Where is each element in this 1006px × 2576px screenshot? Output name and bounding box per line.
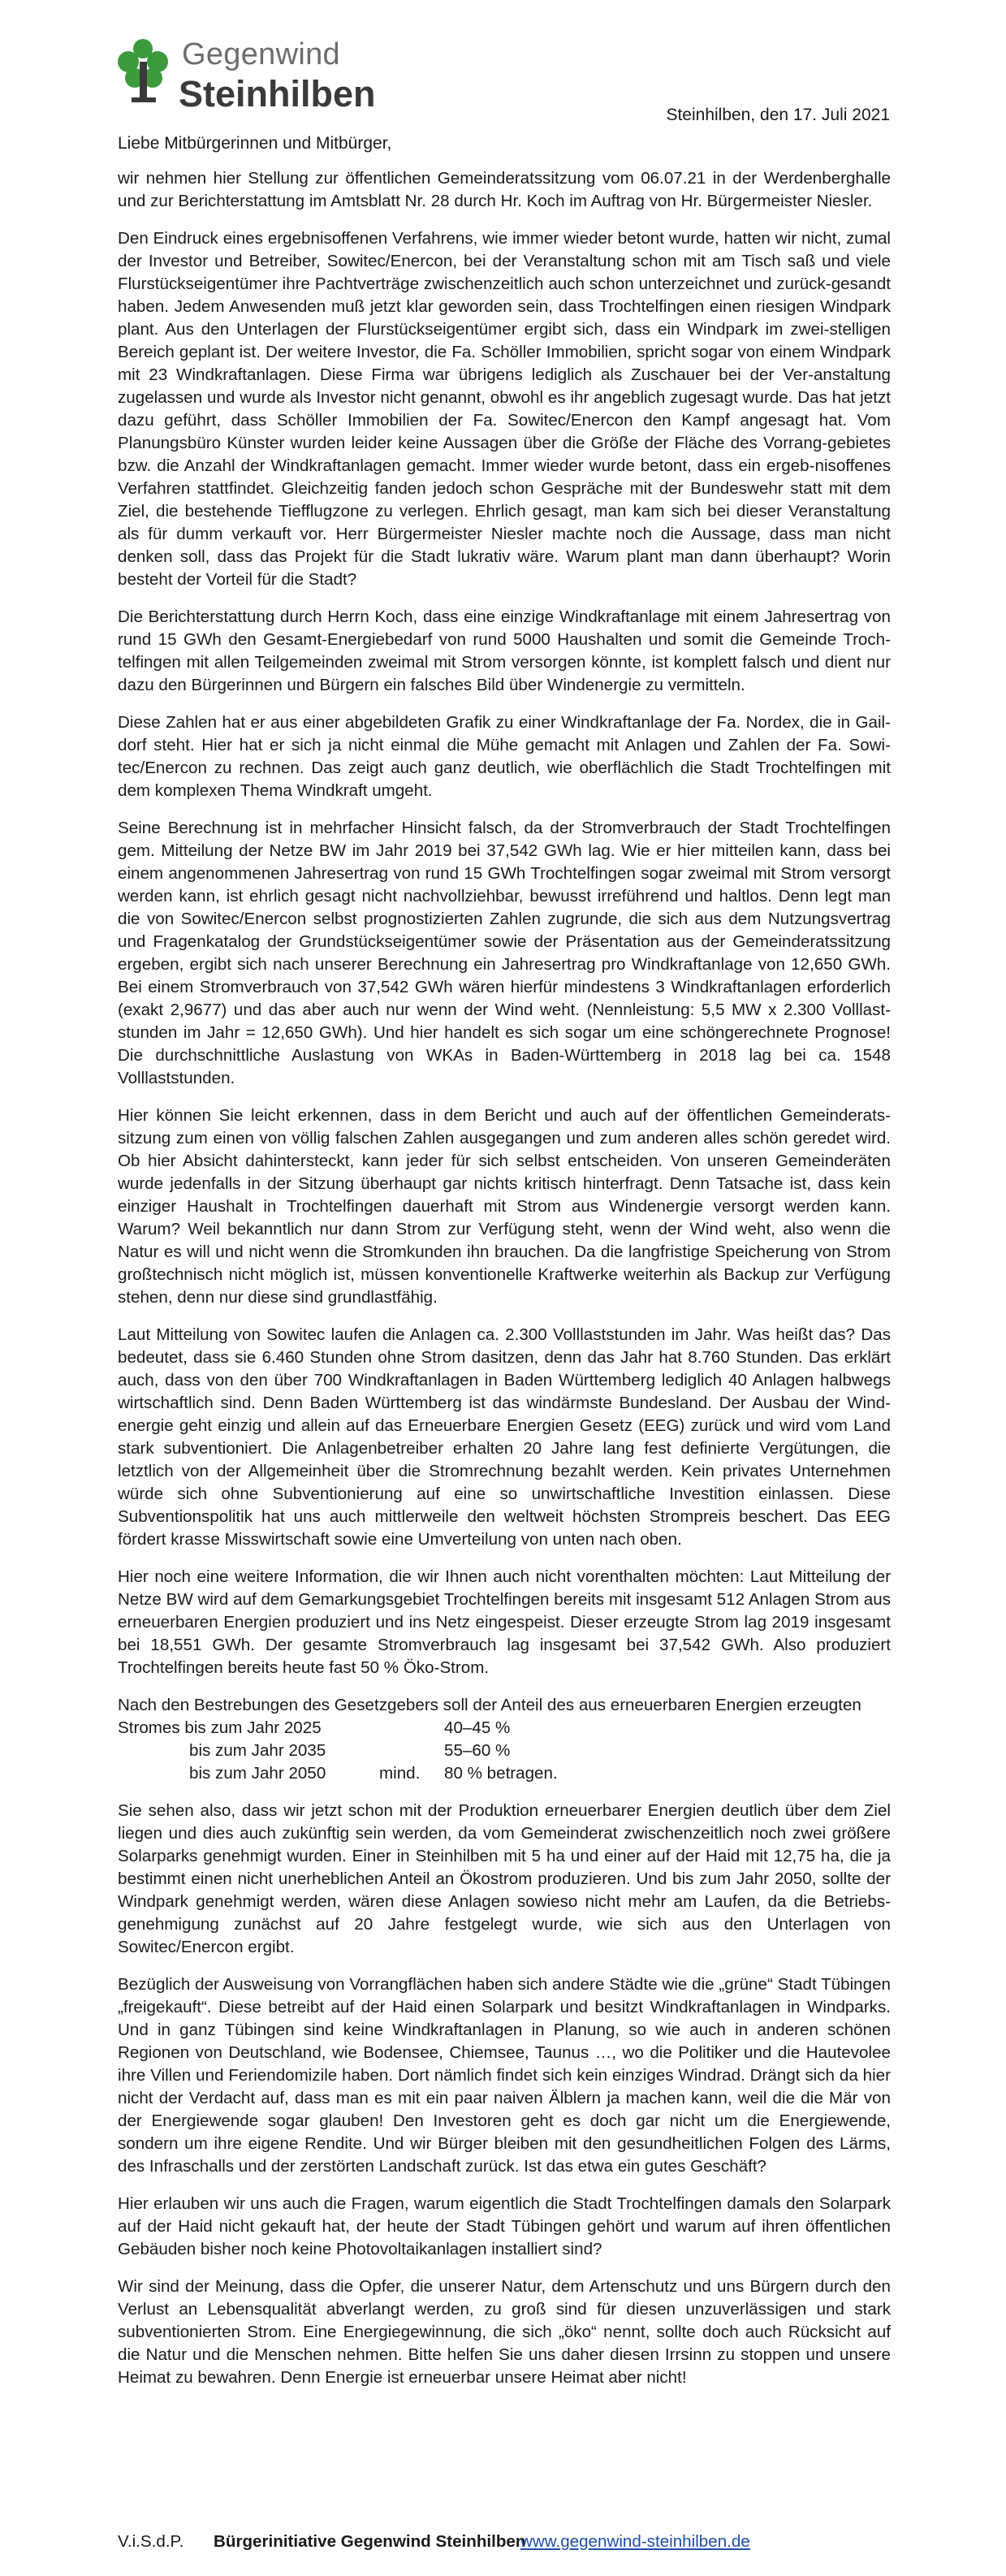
letter-body <box>118 167 891 2404</box>
paragraph: Den Eindruck eines ergebnisoffenen Verfahrens, wie immer wieder betont wurde, hatten wir nicht, zumal der Investor und Betreiber, Sowitec/Enercon, bei der Veranstaltung schon mit am Tisch saß und viele Flurstückseigentümer ihre Pachtverträge zwischenzeitlich auch schon unterzeichnet und zurück-gesandt haben. Jedem Anwesenden muß jetzt klar geworden sein, dass Trochtelfingen einen riesigen Windpark plant. Aus den Unterlagen der Flurstückseigentümer ergibt sich, dass ein Windpark im zwei-stelligen Bereich geplant ist. Der weitere Investor, die Fa. Schöller Immobilien, spricht sogar von einem Windpark mit 23 Windkraftanlagen. Diese Firma war übrigens lediglich als Zuschauer bei der Ver-anstaltung zugelassen und wurde als Investor nicht genannt, obwohl es ihr angeblich zugesagt wurde. Das hat jetzt dazu geführt, dass Schöller Immobilien der Fa. Sowitec/Enercon den Kampf angesagt hat. Vom Planungsbüro Künster wurden leider keine Aussagen über die Größe der Fläche des Vorrang-gebietes bzw. die Anzahl der Windkraftanlagen gemacht. Immer wieder wurde betont, dass ein ergeb-nisoffenes Verfahren stattfindet. Gleichzeitig fanden jedoch schon Gespräche mit der Bundeswehr statt mit dem Ziel, die bestehende Tiefflugzone zu verlegen. Ehrlich gesagt, man kam sich bei dieser Veranstaltung als für dumm verkauft vor. Herr Bürgermeister Niesler machte noch die Aussage, dass man nicht denken soll, dass das Projekt für die Stadt lukrativ wäre. Warum plant man dann überhaupt? Worin besteht der Vorteil für die Stadt? <box>118 229 891 589</box>
target-label: Stromes bis zum Jahr 2025 <box>118 1718 322 1737</box>
target-label: bis zum Jahr 2050 <box>189 1764 326 1783</box>
paragraph: Sie sehen also, dass wir jetzt schon mit der Produktion erneuerbarer Energien deutlich über dem Ziel liegen und dies auch zukünftig sein werden, da vom Gemeinderat zwischenzeitlich noch zwei größere Solarparks genehmigt wurden. Einer in Steinhilben mit 5 ha und einer auf der Haid mit 12,75 ha, die ja bestimmt einen nicht unerheblichen Anteil an Ökostrom produzieren. Und bis zum Jahr 2050, sollte der Windpark genehmigt werden, wären diese Anlagen sowieso nicht mehr am Laufen, da die Betriebs-genehmigung zunächst auf 20 Jahre festgelegt wurde, wie sich aus den Unterlagen von Sowitec/Enercon ergibt. <box>118 1801 891 1956</box>
paragraph: Diese Zahlen hat er aus einer abgebildeten Grafik zu einer Windkraftanlage der Fa. Nordex, die in Gail-dorf steht. Hier hat er sich ja nicht einmal die Mühe gemacht mit Anlagen und Zahlen der Fa. Sowi-tec/Enercon zu rechnen. Das zeigt auch ganz deutlich, wie oberflächlich die Stadt Trochtelfingen mit dem komplexen Thema Windkraft umgeht. <box>118 713 891 800</box>
logo <box>114 37 390 115</box>
targets-intro: Nach den Bestrebungen des Gesetzgebers soll der Anteil des aus erneuerbaren Energien erzeugten <box>118 1696 861 1714</box>
footer <box>118 2532 750 2552</box>
target-row <box>118 1717 891 1740</box>
paragraph: Seine Berechnung ist in mehrfacher Hinsicht falsch, da der Stromverbrauch der Stadt Trochtelfingen gem. Mitteilung der Netze BW im Jahr 2019 bei 37,542 GWh lag. Wie er hier mitteilen kann, dass bei einem angenommenen Jahresertrag von rund 15 GWh Trochtelfingen sogar zweimal mit Strom versorgt werden kann, ist ehrlich gesagt nicht nachvollziehbar, bewusst irreführend und haltlos. Denn legt man die von Sowitec/Enercon selbst prognostizierten Zahlen zugrunde, die sich aus dem Nutzungsvertrag und Fragenkatalog der Grundstückseigentümer sowie der Präsentation aus der Gemeinderatssitzung ergeben, ergibt sich nach unserer Berechnung ein Jahresertrag pro Windkraftanlage von 12,650 GWh. Bei einem Stromverbrauch von 37,542 GWh wären hierfür mindestens 3 Windkraftanlagen erforderlich (exakt 2,9677) und das aber auch nur wenn der Wind weht. (Nennleistung: 5,5 MW x 2.300 Volllast-stunden im Jahr = 12,650 GWh). Und hier handelt es sich sogar um eine schöngerechnete Prognose! Die durchschnittliche Auslastung von WKAs in Baden-Württemberg in 2018 lag bei ca. 1548 Volllaststunden. <box>118 819 891 1087</box>
paragraph: wir nehmen hier Stellung zur öffentlichen Gemeinderatssitzung vom 06.07.21 in der Werdenberghalle und zur Berichterstattung im Amtsblatt Nr. 28 durch Hr. Koch im Auftrag von Hr. Bürgermeister Niesler. <box>118 169 891 210</box>
footer-organization: Bürgerinitiative Gegenwind Steinhilben <box>214 2532 526 2551</box>
paragraph: Hier noch eine weitere Information, die wir Ihnen auch nicht vorenthalten möchten: Laut Mitteilung der Netze BW wird auf dem Gemarkungsgebiet Trochtelfingen bereits mit insgesamt 512 Anlagen Strom aus erneuerbaren Energien produziert und ins Netz eingespeist. Dieser erzeugte Strom lag 2019 insgesamt bei 18,551 GWh. Der gesamte Stromverbrauch lag insgesamt bei 37,542 GWh. Also produziert Trochtelfingen bereits heute fast 50 % Öko-Strom. <box>118 1567 891 1677</box>
paragraph: Laut Mitteilung von Sowitec laufen die Anlagen ca. 2.300 Volllaststunden im Jahr. Was heißt das? Das bedeutet, dass sie 6.460 Stunden ohne Strom dasitzen, denn das Jahr hat 8.760 Stunden. Das erklärt auch, dass von den über 700 Windkraftanlagen in Baden Württemberg lediglich 40 Anlagen halbwegs wirtschaftlich sind. Denn Baden Württemberg ist das windärmste Bundesland. Der Ausbau der Wind-energie geht einzig und allein auf das Erneuerbare Energien Gesetz (EEG) zurück und wird vom Land stark subventioniert. Die Anlagenbetreiber erhalten 20 Jahre lang fest definierte Vergütungen, die letztlich von der Allgemeinheit über die Stromrechnung bezahlt werden. Kein privates Unternehmen würde sich ohne Subventionierung auf eine so unwirtschaftliche Investition einlassen. Diese Subventionspolitik hat uns auch mittlerweile den weltweit höchsten Strompreis beschert. Das EEG fördert krasse Misswirtschaft sowie eine Umverteilung von unten nach oben. <box>118 1325 891 1549</box>
target-value: 80 % betragen. <box>444 1764 558 1783</box>
paragraph: Bezüglich der Ausweisung von Vorrangflächen haben sich andere Städte wie die „grüne“ Stadt Tübingen „freigekauft“. Diese betreibt auf der Haid einen Solarpark und besitzt Windkraftanlagen in Windparks. Und in ganz Tübingen sind keine Windkraftanlagen in Planung, so wie auch in anderen schönen Regionen von Deutschland, wie Bodensee, Chiemsee, Taunus …, wo die Politiker und die Hautevolee ihre Villen und Feriendomizile haben. Dort nämlich findet sich kein einziges Windrad. Drängt sich da hier nicht der Verdacht auf, dass man es mit ein paar naiven Älblern ja machen kann, weil die die Mär von der Energiewende sogar glauben! Den Investoren geht es doch gar nicht um die Energiewende, sondern um ihre eigene Rendite. Und wir Bürger bleiben mit den gesundheitlichen Folgen des Lärms, des Infraschalls und der zerstörten Landschaft zurück. Ist das etwa ein gutes Geschäft? <box>118 1975 891 2176</box>
greeting: Liebe Mitbürgerinnen und Mitbürger, <box>118 134 392 153</box>
logo-text-gegenwind: Gegenwind <box>182 37 340 71</box>
paragraph: Hier erlauben wir uns auch die Fragen, warum eigentlich die Stadt Trochtelfingen damals den Solarpark auf der Haid nicht gekauft hat, der heute der Stadt Tübingen gehört und warum auf ihren öffentlichen Gebäuden bisher noch keine Photovoltaikanlagen installiert sind? <box>118 2194 891 2258</box>
target-qualifier <box>379 1717 444 1740</box>
target-value: 40–45 % <box>444 1718 511 1737</box>
target-qualifier <box>379 1740 444 1762</box>
target-row <box>118 1740 891 1762</box>
tree-icon <box>114 37 172 106</box>
letter-date: Steinhilben, den 17. Juli 2021 <box>666 106 890 124</box>
target-label: bis zum Jahr 2035 <box>189 1741 326 1760</box>
footer-visdp: V.i.S.d.P. <box>118 2532 184 2551</box>
paragraph: Wir sind der Meinung, dass die Opfer, die unserer Natur, dem Artenschutz und uns Bürgern durch den Verlust an Lebensqualität abverlangt werden, zu groß sind für diesen unzuverlässigen und stark subventionierten Strom. Eine Energiegewinnung, die sich „öko“ nennt, sollte doch auch Rücksicht auf die Natur und die Menschen nehmen. Bitte helfen Sie uns daher diesen Irrsinn zu stoppen und unsere Heimat zu bewahren. Denn Energie ist erneuerbar unsere Heimat aber nicht! <box>118 2277 891 2387</box>
paragraph: Die Berichterstattung durch Herrn Koch, dass eine einzige Windkraftanlage mit einem Jahresertrag von rund 15 GWh den Gesamt-Energiebedarf von rund 5000 Haushalten und somit die Gemeinde Troch-telfingen mit allen Teilgemeinden zweimal mit Strom versorgen könnte, ist komplett falsch und dient nur dazu den Bürgerinnen und Bürgern ein falsches Bild über Windenergie zu vermitteln. <box>118 607 891 694</box>
target-row <box>118 1762 891 1785</box>
target-value: 55–60 % <box>444 1741 511 1760</box>
target-qualifier: mind. <box>379 1764 421 1783</box>
targets-table <box>118 1717 891 1785</box>
logo-text-steinhilben: Steinhilben <box>179 73 376 115</box>
website-link[interactable]: www.gegenwind-steinhilben.de <box>520 2532 750 2551</box>
paragraph: Hier können Sie leicht erkennen, dass in dem Bericht und auch auf der öffentlichen Gemeinderats-sitzung zum einen von völlig falschen Zahlen ausgegangen und zum anderen alles schön geredet wird. Ob hier Absicht dahintersteckt, kann jeder für sich selbst entscheiden. Von unseren Gemeinderäten wurde jedenfalls in der Sitzung überhaupt gar nichts kritisch hinterfragt. Denn Tatsache ist, dass kein einziger Haushalt in Trochtelfingen dauerhaft mit Strom aus Windenergie versorgt werden kann. Warum? Weil bekanntlich nur dann Strom zur Verfügung steht, wenn der Wind weht, also wenn die Natur es will und nicht wenn die Stromkunden ihn brauchen. Da die langfristige Speicherung von Strom großtechnisch nicht möglich ist, müssen konventionelle Kraftwerke weiterhin als Backup zur Verfügung stehen, denn nur diese sind grundlastfähig. <box>118 1106 891 1307</box>
